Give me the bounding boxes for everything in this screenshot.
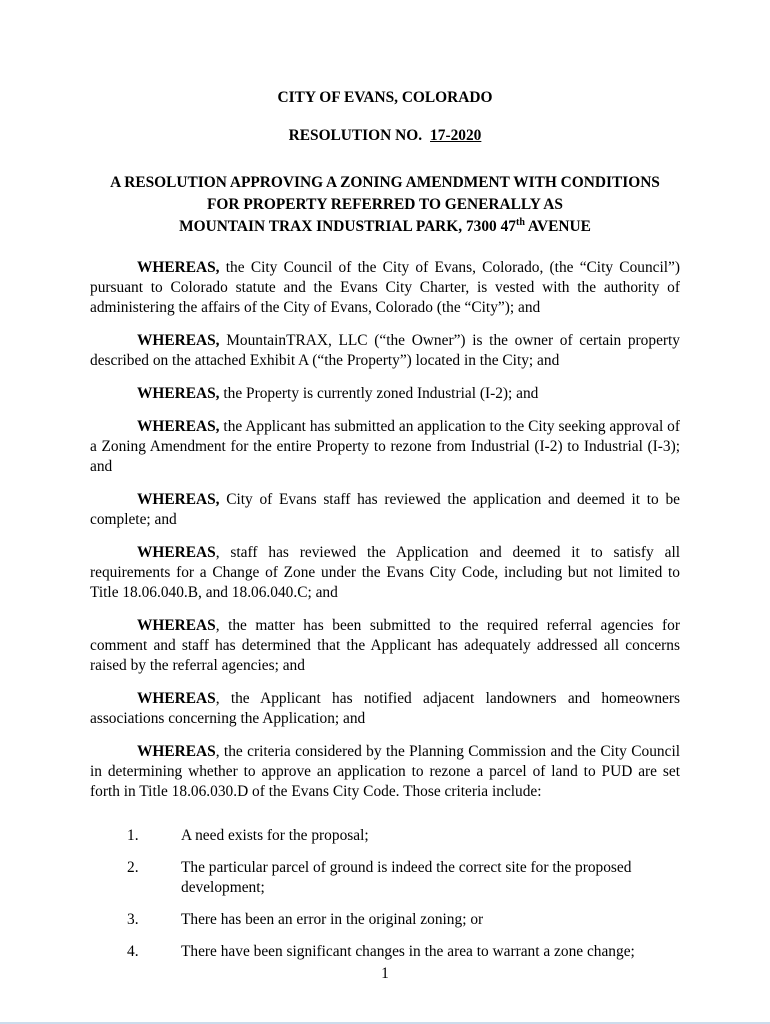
resolution-title-line-1: A RESOLUTION APPROVING A ZONING AMENDMENT WITH CONDITIONS xyxy=(110,174,660,191)
resolution-number-line xyxy=(90,126,680,146)
criteria-number-4: 4. xyxy=(127,943,139,960)
resolution-title-line-3 xyxy=(90,216,680,238)
whereas-lead-7: WHEREAS xyxy=(137,617,216,634)
whereas-paragraph-6 xyxy=(90,543,680,603)
whereas-text-2: MountainTRAX, LLC (“the Owner”) is the owner of certain property described on the attached Exhibit A (“the Property”) located in the City; and xyxy=(90,332,680,369)
whereas-text-4: the Applicant has submitted an application to the City seeking approval of a Zoning Amendment for the entire Property to rezone from Industrial (I-2) to Industrial (I-3); and xyxy=(90,418,680,475)
whereas-lead-3: WHEREAS, xyxy=(137,385,220,402)
document-header-city: CITY OF EVANS, COLORADO xyxy=(277,89,493,106)
resolution-label: RESOLUTION NO. xyxy=(288,127,423,144)
resolution-title-line-3-pre: MOUNTAIN TRAX INDUSTRIAL PARK, 7300 47 xyxy=(179,218,516,235)
whereas-lead-1: WHEREAS, xyxy=(137,259,220,276)
resolution-number: 17-2020 xyxy=(430,127,482,144)
resolution-title-line-2: FOR PROPERTY REFERRED TO GENERALLY AS xyxy=(207,196,563,213)
criteria-number-2: 2. xyxy=(127,859,139,876)
criteria-item-3 xyxy=(127,910,680,930)
whereas-text-6: , staff has reviewed the Application and deemed it to satisfy all requirements for a Change of Zone under the Evans City Code, including but not limited to Title 18.06.040.B, and 18.06.040.C; and xyxy=(90,544,680,601)
whereas-lead-8: WHEREAS xyxy=(137,690,216,707)
whereas-paragraph-5 xyxy=(90,490,680,530)
whereas-lead-6: WHEREAS xyxy=(137,544,216,561)
whereas-paragraph-7 xyxy=(90,616,680,676)
whereas-lead-9: WHEREAS xyxy=(137,743,216,760)
whereas-paragraph-9 xyxy=(90,742,680,802)
whereas-paragraph-1 xyxy=(90,258,680,318)
page-number: 1 xyxy=(381,965,389,982)
criteria-list xyxy=(90,826,680,962)
whereas-lead-5: WHEREAS, xyxy=(137,491,220,508)
criteria-item-2 xyxy=(127,858,680,898)
whereas-text-9: , the criteria considered by the Planning Commission and the City Council in determining whether to approve an application to rezone a parcel of land to PUD are set forth in Title 18.06.030.D of the Evans City Code. Those criteria include: xyxy=(90,743,680,800)
criteria-number-1: 1. xyxy=(127,827,139,844)
criteria-text-4: There have been significant changes in the area to warrant a zone change; xyxy=(181,943,635,960)
whereas-text-3: the Property is currently zoned Industrial (I-2); and xyxy=(219,385,539,402)
criteria-text-1: A need exists for the proposal; xyxy=(181,827,369,844)
criteria-text-2: The particular parcel of ground is indeed the correct site for the proposed development; xyxy=(181,859,632,896)
resolution-title xyxy=(90,172,680,238)
whereas-lead-4: WHEREAS, xyxy=(137,418,220,435)
whereas-paragraph-3 xyxy=(90,384,680,404)
whereas-text-8: , the Applicant has notified adjacent landowners and homeowners associations concerning the Application; and xyxy=(90,690,680,727)
criteria-item-1 xyxy=(127,826,680,846)
resolution-title-line-3-post: AVENUE xyxy=(524,218,591,235)
whereas-text-5: City of Evans staff has reviewed the application and deemed it to be complete; and xyxy=(90,491,680,528)
criteria-item-4 xyxy=(127,942,680,962)
criteria-number-3: 3. xyxy=(127,911,139,928)
criteria-text-3: There has been an error in the original zoning; or xyxy=(181,911,484,928)
whereas-paragraph-4 xyxy=(90,417,680,477)
whereas-text-1: the City Council of the City of Evans, Colorado, (the “City Council”) pursuant to Colorado statute and the Evans City Charter, is vested with the authority of administering the affairs of the City of Evans, Colorado (the “City”); and xyxy=(90,259,680,316)
whereas-text-7: , the matter has been submitted to the required referral agencies for comment and staff has determined that the Applicant has adequately addressed all concerns raised by the referral agencies; and xyxy=(90,617,680,674)
whereas-paragraph-2 xyxy=(90,331,680,371)
whereas-lead-2: WHEREAS, xyxy=(137,332,220,349)
resolution-title-ordinal-suffix: th xyxy=(516,216,525,228)
whereas-paragraph-8 xyxy=(90,689,680,729)
